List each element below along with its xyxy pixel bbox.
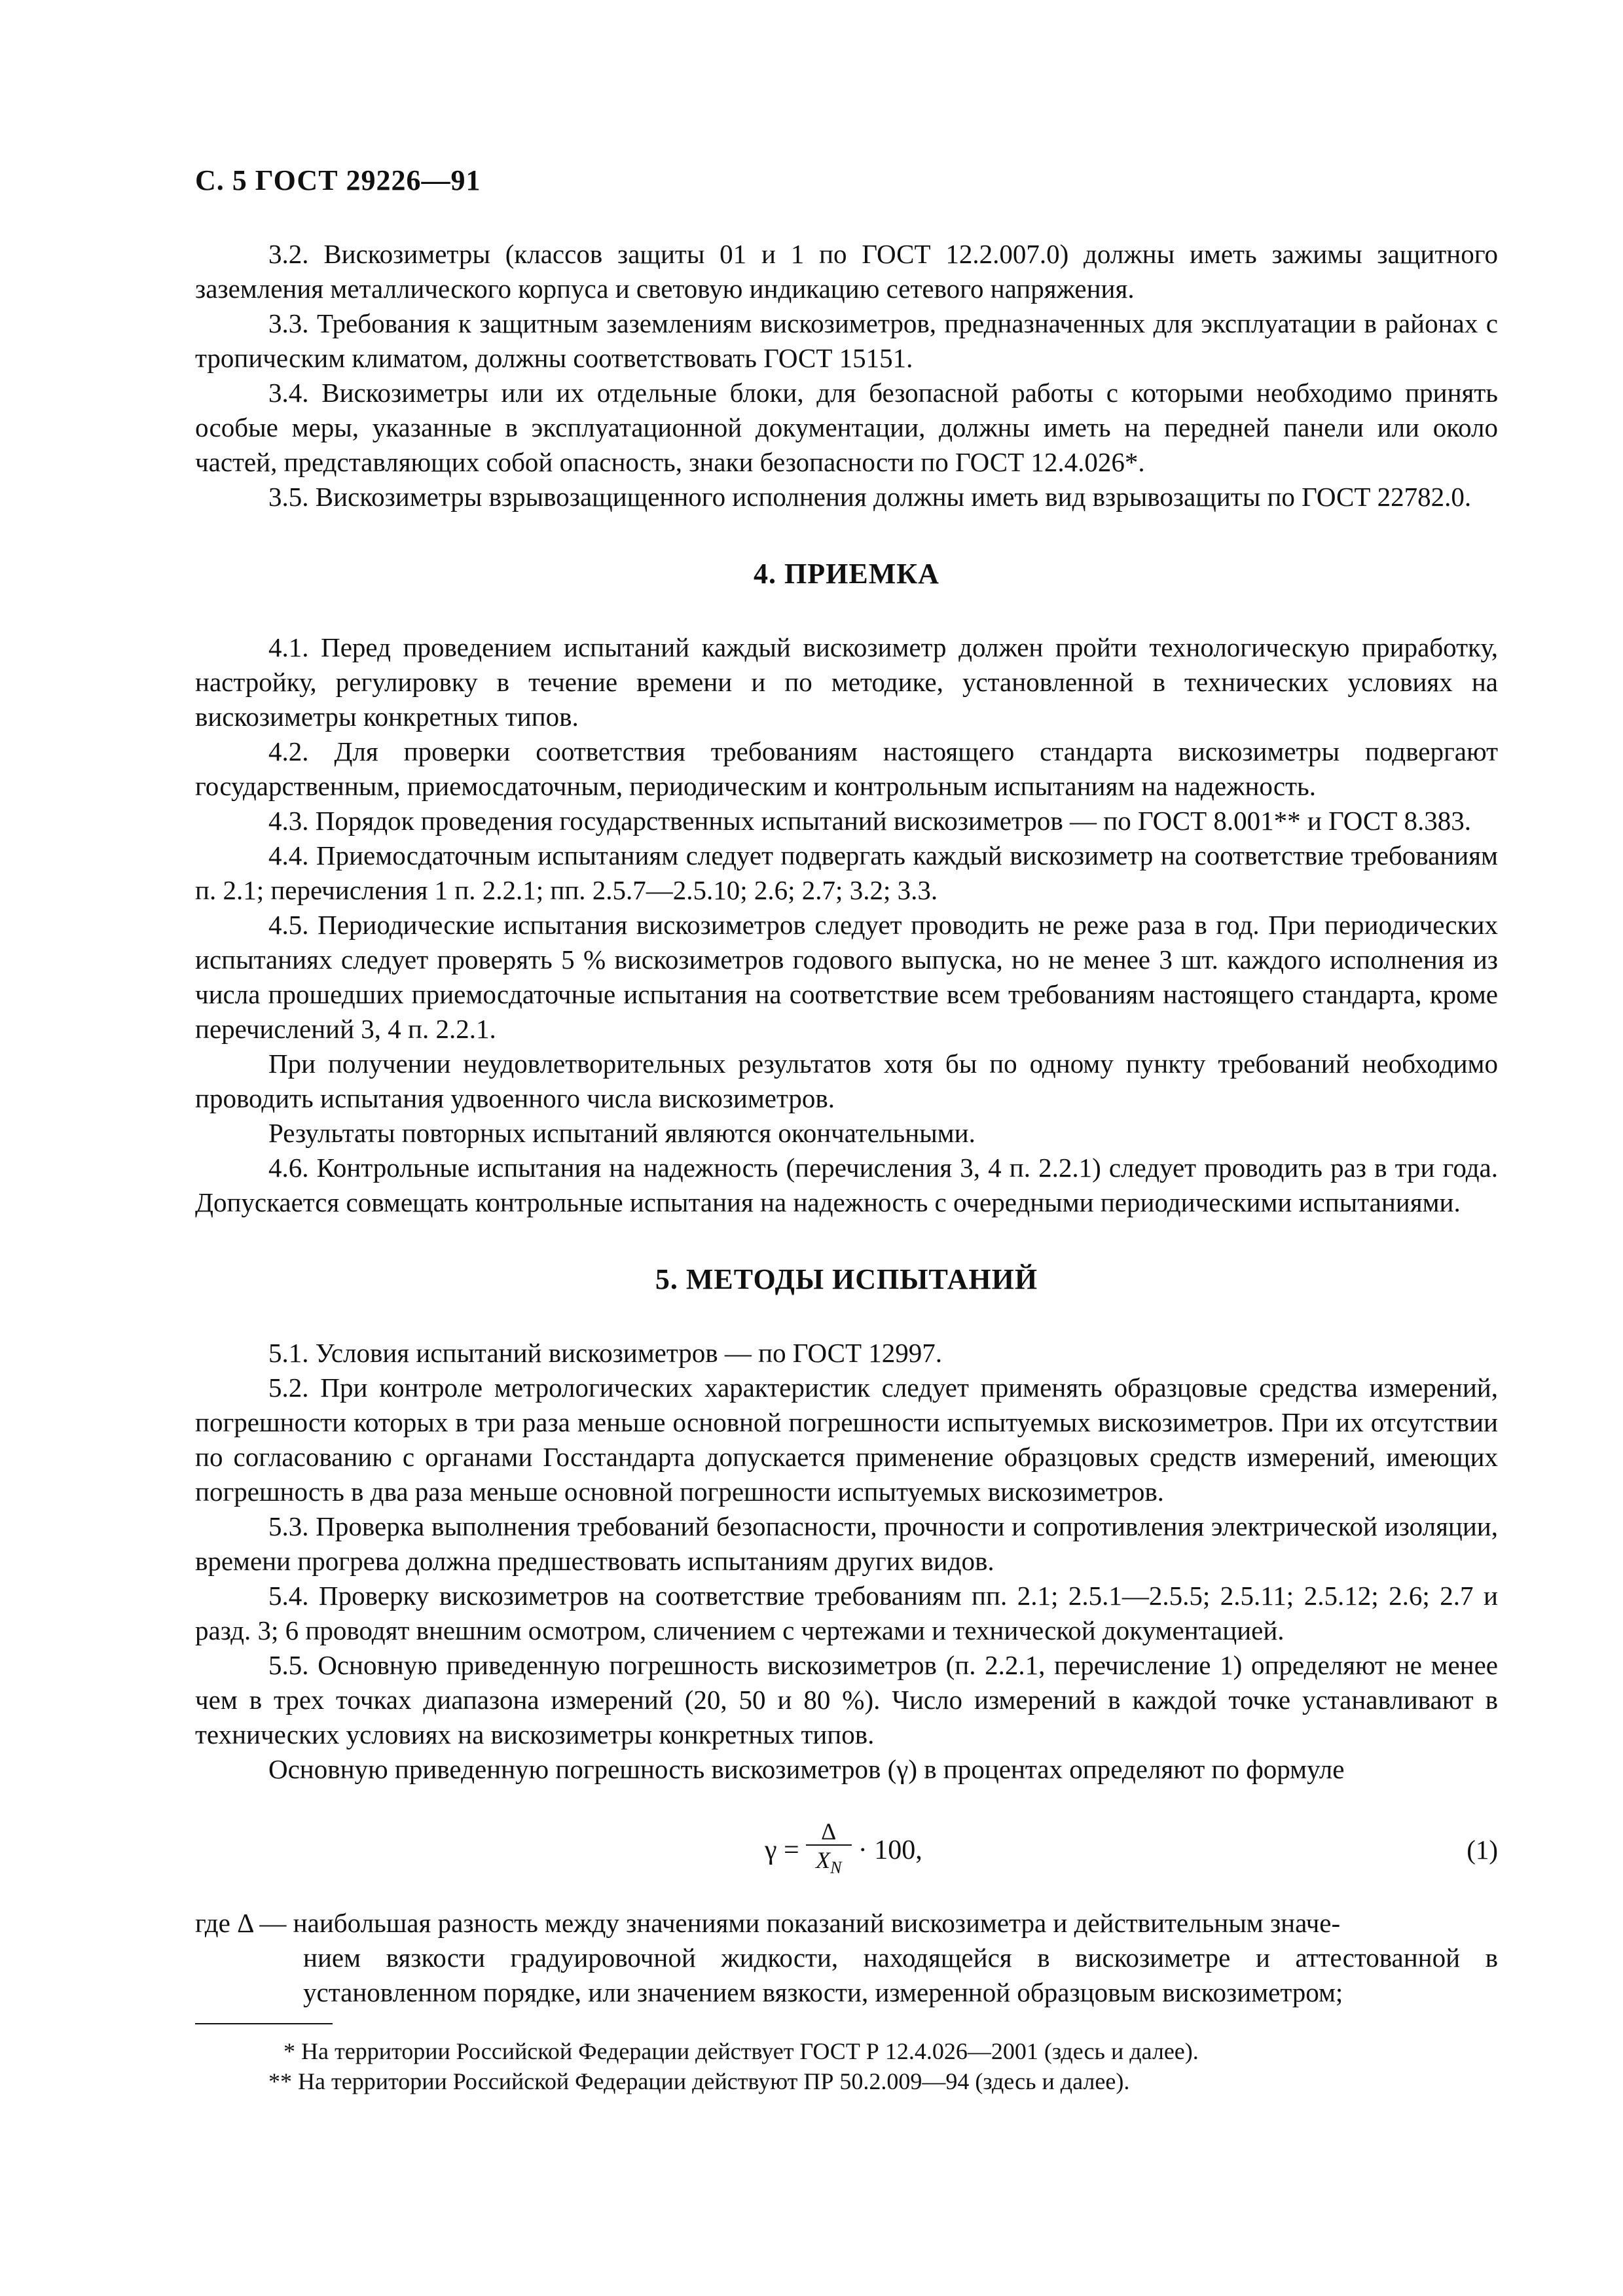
denominator-subscript: N	[830, 1858, 842, 1878]
paragraph-5-5: 5.5. Основную приведенную погрешность вискозиметров (п. 2.2.1, перечисление 1) определяют не менее чем в трех точках диапазона измерений (20, 50 и 80 %). Число измерений в каждой точке устанавливают в технических условиях на вискозиметры конкретных типов.	[195, 1650, 1498, 1749]
paragraph-4-5-repeat: При получении неудовлетворительных результатов хотя бы по одному пункту требований необходимо проводить испытания удвоенного числа вискозиметров.	[195, 1049, 1498, 1113]
formula-block	[195, 1806, 1498, 1892]
formula-expression	[765, 1818, 922, 1882]
section-heading-4: 4. ПРИЕМКА	[754, 558, 939, 590]
formula-denominator	[816, 1846, 841, 1882]
paragraph-4-4: 4.4. Приемосдаточным испытаниям следует подвергать каждый вискозиметр на соответствие требованиям п. 2.1; перечисления 1 п. 2.2.1; пп. 2.5.7—2.5.10; 2.6; 2.7; 3.2; 3.3.	[195, 840, 1498, 905]
document-body	[195, 237, 1498, 2096]
paragraph-3-3: 3.3. Требования к защитным заземлениям вискозиметров, предназначенных для эксплуатации в районах с тропическим климатом, должны соответствовать ГОСТ 15151.	[195, 308, 1498, 373]
section-heading-5: 5. МЕТОДЫ ИСПЫТАНИЙ	[655, 1263, 1038, 1295]
paragraph-3-4: 3.4. Вискозиметры или их отдельные блоки, для безопасной работы с которыми необходимо принять особые меры, указанные в эксплуатационной документации, должны иметь на передней панели или около частей, представляющих собой опасность, знаки безопасности по ГОСТ 12.4.026*.	[195, 378, 1498, 477]
formula-number: (1)	[1467, 1835, 1498, 1865]
legend-line-rest: нием вязкости градуировочной жидкости, находящейся в вискозиметре и аттестованной в установленном порядке, или значением вязкости, измеренной образцовым вискозиметром;	[303, 1943, 1498, 2007]
paragraph-4-1: 4.1. Перед проведением испытаний каждый вискозиметр должен пройти технологическую приработку, настройку, регулировку в течение времени и по методике, установленной в технических условиях на вискозиметры конкретных типов.	[195, 632, 1498, 732]
paragraph-4-3: 4.3. Порядок проведения государственных испытаний вискозиметров — по ГОСТ 8.001** и ГОСТ 8.383.	[268, 806, 1472, 836]
formula-lhs: γ =	[765, 1835, 799, 1865]
paragraph-5-3: 5.3. Проверка выполнения требований безопасности, прочности и сопротивления электрической изоляции, времени прогрева должна предшествовать испытаниям других видов.	[195, 1511, 1498, 1576]
paragraph-4-5-final: Результаты повторных испытаний являются окончательными.	[268, 1118, 976, 1148]
paragraph-3-2: 3.2. Вискозиметры (классов защиты 01 и 1 по ГОСТ 12.2.007.0) должны иметь зажимы защитного заземления металлического корпуса и световую индикацию сетевого напряжения.	[195, 239, 1498, 304]
footnote-rule	[195, 2023, 333, 2024]
denominator-symbol: X	[816, 1847, 831, 1873]
formula-fraction	[806, 1818, 852, 1882]
paragraph-formula-intro: Основную приведенную погрешность вискозиметров (γ) в процентах определяют по формуле	[268, 1754, 1345, 1784]
paragraph-4-6: 4.6. Контрольные испытания на надежность (перечисления 3, 4 п. 2.2.1) следует проводить раз в три года. Допускается совмещать контрольные испытания на надежность с очередными периодическими испытаниями.	[195, 1153, 1498, 1217]
legend-line-first: где Δ — наибольшая разность между значениями показаний вискозиметра и действительным значе-	[195, 1908, 1341, 1938]
formula-legend	[195, 1906, 1498, 2010]
paragraph-5-4: 5.4. Проверку вискозиметров на соответствие требованиям пп. 2.1; 2.5.1—2.5.5; 2.5.11; 2.5.12; 2.6; 2.7 и разд. 3; 6 проводят внешним осмотром, сличением с чертежами и технической документацией.	[195, 1581, 1498, 1645]
paragraph-4-2: 4.2. Для проверки соответствия требованиям настоящего стандарта вискозиметры подвергают государственным, приемосдаточным, периодическим и контрольным испытаниям на надежность.	[195, 736, 1498, 801]
paragraph-4-5: 4.5. Периодические испытания вискозиметров следует проводить не реже раза в год. При периодических испытаниях следует проверять 5 % вискозиметров годового выпуска, но не менее 3 шт. каждого исполнения из числа прошедших приемосдаточные испытания на соответствие всем требованиям настоящего стандарта, кроме перечислений 3, 4 п. 2.2.1.	[195, 910, 1498, 1044]
page-header: С. 5 ГОСТ 29226—91	[195, 164, 481, 196]
formula-numerator: Δ	[821, 1818, 837, 1844]
paragraph-5-2: 5.2. При контроле метрологических характеристик следует применять образцовые средства измерений, погрешности которых в три раза меньше основной погрешности испытуемых вискозиметров. При их отсутствии по согласованию с органами Госстандарта допускается применение образцовых средств измерений, имеющих погрешность в два раза меньше основной погрешности испытуемых вискозиметров.	[195, 1372, 1498, 1507]
formula-rhs: · 100,	[858, 1835, 922, 1865]
footnote-1: * На территории Российской Федерации действует ГОСТ Р 12.4.026—2001 (здесь и далее).	[283, 2038, 1199, 2064]
paragraph-3-5: 3.5. Вискозиметры взрывозащищенного исполнения должны иметь вид взрывозащиты по ГОСТ 22782.0.	[268, 482, 1472, 512]
footnote-2: ** На территории Российской Федерации действуют ПР 50.2.009—94 (здесь и далее).	[268, 2068, 1130, 2094]
paragraph-5-1: 5.1. Условия испытаний вискозиметров — по ГОСТ 12997.	[268, 1338, 943, 1368]
